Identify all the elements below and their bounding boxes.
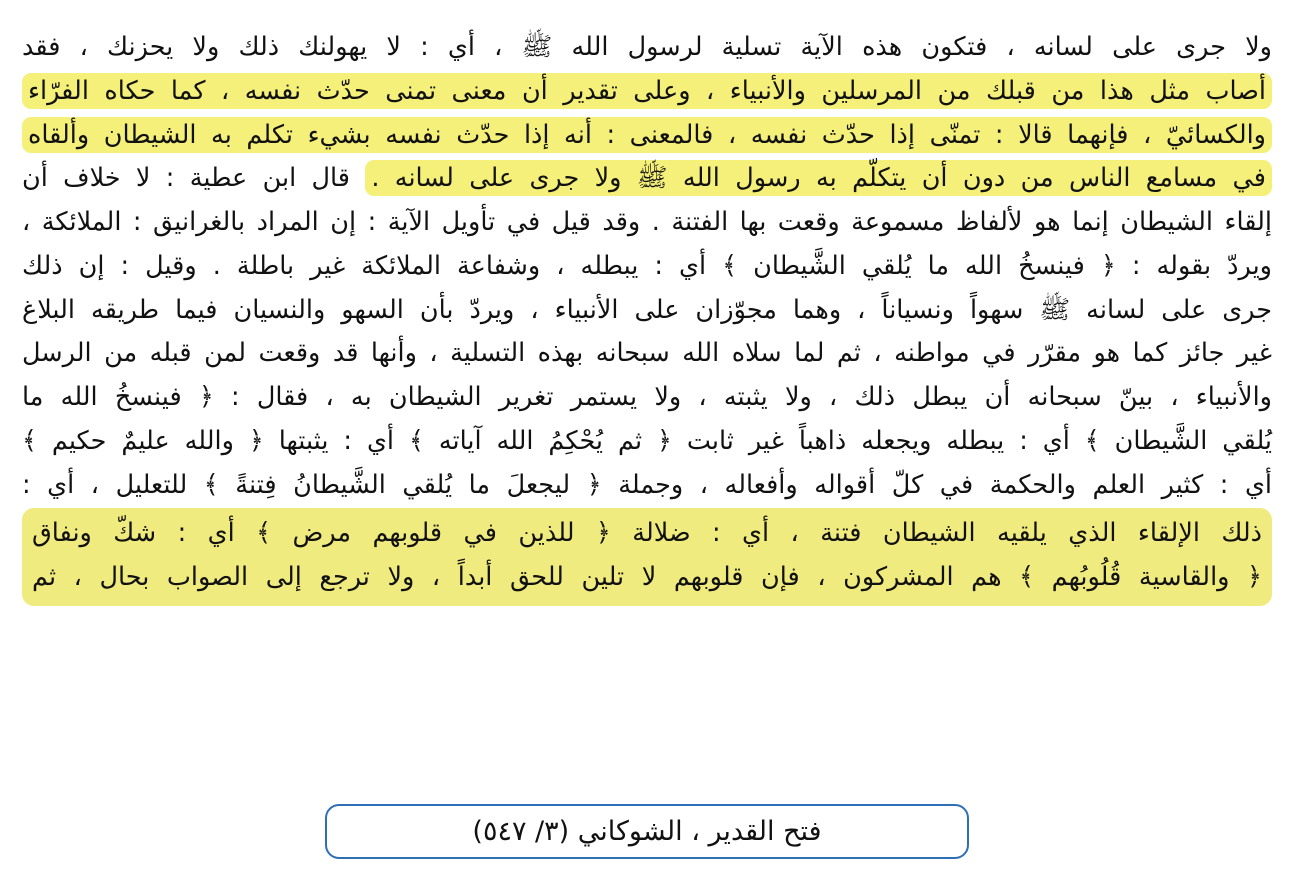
text-line-8 [22, 332, 1272, 376]
document-text-body [22, 26, 1272, 606]
text-line-3-highlighted [22, 114, 1272, 158]
source-citation-box [325, 804, 969, 859]
line-text: يُلقي الشَّيطان ﴾ أي : يبطله ويجعله ذاهباً غير ثابت ﴿ ثم يُحْكِمُ الله آياته ﴾ أي : يثبتها ﴿ والله عليمٌ حكيم ﴾ [22, 425, 1272, 456]
line-text: ويردّ بقوله : ﴿ فينسخُ الله ما يُلقي الشَّيطان ﴾ أي : يبطله ، وشفاعة الملائكة غير باطلة . وقيل : إن ذلك [22, 250, 1272, 281]
line-text: قال ابن عطية : لا خلاف أن [22, 163, 366, 194]
text-line-4-partially-highlighted [22, 157, 1272, 201]
highlighted-text: في مسامع الناس من دون أن يتكلّم به رسول الله ﷺ ولا جرى على لسانه . [365, 160, 1272, 196]
line-text: جرى على لسانه ﷺ سهواً ونسياناً ، وهما مجوّزان على الأنبياء ، ويردّ بأن السهو والنسيان فيما طريقه البلاغ [22, 294, 1272, 325]
source-citation-label: فتح القدير ، الشوكاني (٣/ ٥٤٧) [472, 816, 822, 847]
text-line-12-highlighted [32, 512, 1262, 556]
line-text: أي : كثير العلم والحكمة في كلّ أقواله وأفعاله ، وجملة ﴿ ليجعلَ ما يُلقي الشَّيطانُ فِتنةً ﴾ للتعليل ، أي : [22, 469, 1272, 500]
text-line-6 [22, 245, 1272, 289]
line-text: والأنبياء ، بينّ سبحانه أن يبطل ذلك ، ولا يثبته ، ولا يستمر تغرير الشيطان به ، فقال : ﴿ فينسخُ الله ما [22, 382, 1272, 412]
highlighted-paragraph-block [22, 508, 1272, 606]
highlighted-text: والكسائيّ ، فإنهما قالا : تمنّى إذا حدّث نفسه ، فالمعنى : أنه إذا حدّث نفسه بشيء تكلم به الشيطان وألقاه [22, 117, 1272, 153]
line-text: ﴿ والقاسية قُلُوبُهم ﴾ هم المشركون ، فإن قلوبهم لا تلين للحق أبداً ، ولا ترجع إلى الصواب بحال ، ثم [32, 562, 1262, 592]
line-text: ذلك الإلقاء الذي يلقيه الشيطان فتنة ، أي : ضلالة ﴿ للذين في قلوبهم مرض ﴾ أي : شكّ ونفاق [32, 518, 1262, 549]
text-line-10 [22, 420, 1272, 464]
line-text: إلقاء الشيطان إنما هو لألفاظ مسموعة وقعت بها الفتنة . وقد قيل في تأويل الآية : إن المراد بالغرانيق : الملائكة ، [22, 207, 1272, 237]
text-line-13-highlighted [32, 556, 1262, 600]
text-line-5 [22, 201, 1272, 245]
source-citation-footer [0, 804, 1294, 859]
highlighted-text: أصاب مثل هذا من قبلك من المرسلين والأنبياء ، وعلى تقدير أن معنى تمنى حدّث نفسه ، كما حكاه الفرّاء [22, 73, 1272, 109]
line-text: غير جائز كما هو مقرّر في مواطنه ، ثم لما سلاه الله سبحانه بهذه التسلية ، وأنها قد وقعت لمن قبله من الرسل [22, 338, 1272, 369]
text-line-11 [22, 464, 1272, 508]
text-line-9 [22, 376, 1272, 420]
line-text: ولا جرى على لسانه ، فتكون هذه الآية تسلية لرسول الله ﷺ ، أي : لا يهولنك ذلك ولا يحزنك ، فقد [22, 32, 1272, 62]
text-line-2-highlighted [22, 70, 1272, 114]
text-line-1 [22, 26, 1272, 70]
text-line-7 [22, 289, 1272, 333]
